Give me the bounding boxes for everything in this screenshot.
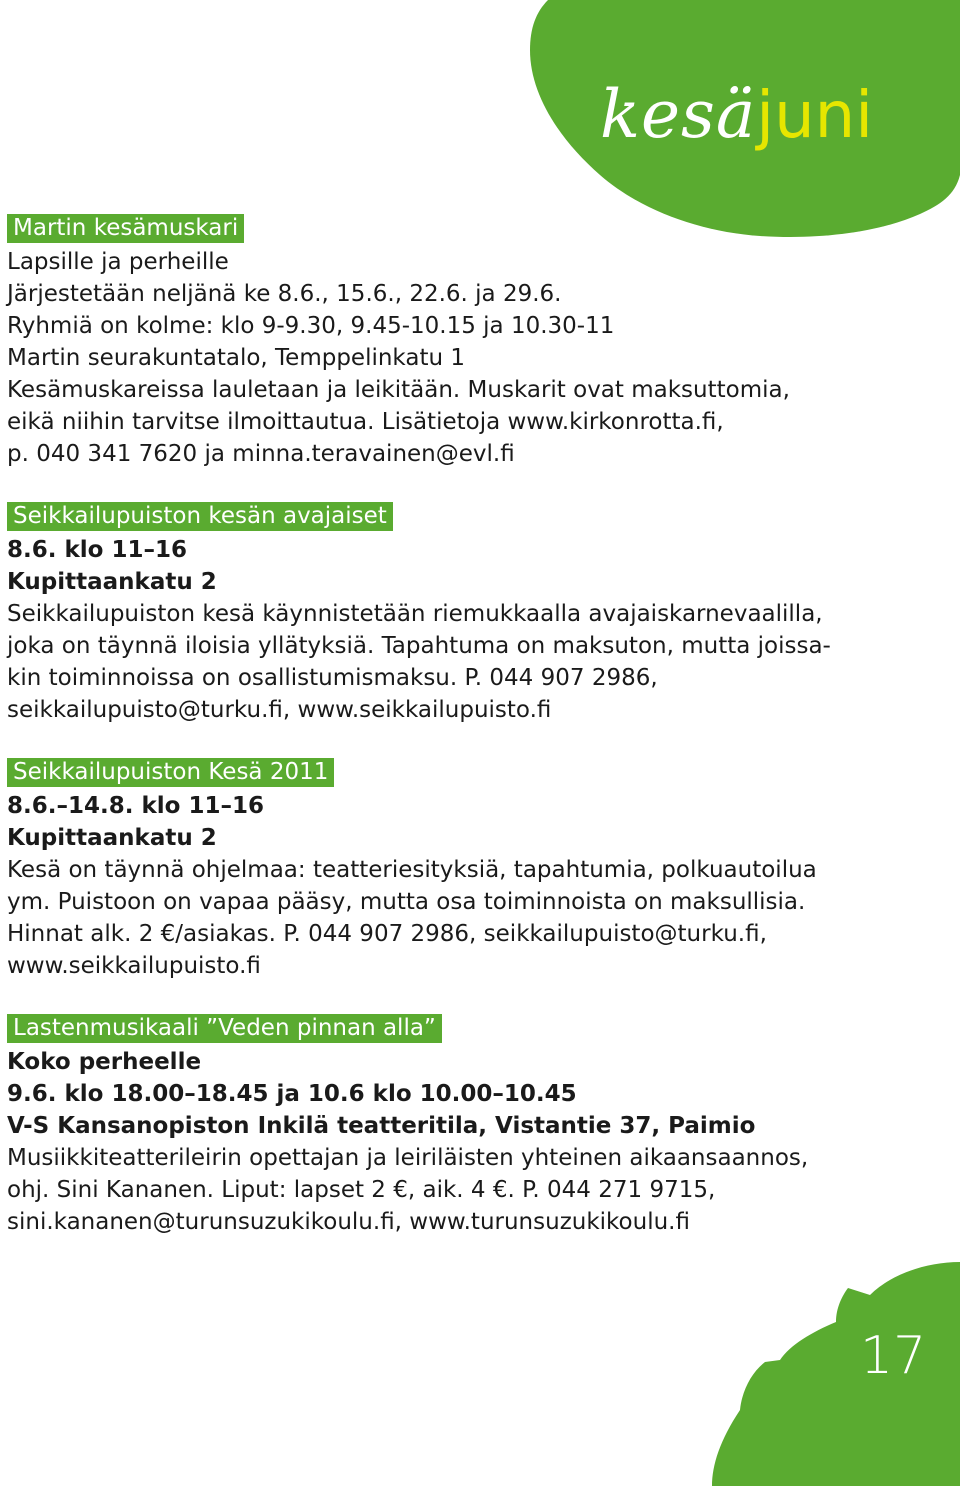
month-title [600,76,873,153]
event-detail: Ryhmiä on kolme: klo 9-9.30, 9.45-10.15 ja 10.30-11 [7,313,615,339]
event-description-line: kin toiminnoissa on osallistumismaksu. P. 044 907 2986, [7,665,658,691]
event-title: Martin kesämuskari [7,214,244,243]
event-description-line: www.seikkailupuisto.fi [7,953,261,979]
event-description-line: seikkailupuisto@turku.fi, www.seikkailupuisto.fi [7,697,552,723]
event-description-line: ym. Puistoon on vapaa pääsy, mutta osa toiminnoista on maksullisia. [7,889,806,915]
event-description-line: eikä niihin tarvitse ilmoittautua. Lisätietoja www.kirkonrotta.fi, [7,409,724,435]
event-description-line: Kesä on täynnä ohjelmaa: teatteriesityksiä, tapahtumia, polkuautoilua [7,857,817,883]
event-title: Seikkailupuiston Kesä 2011 [7,758,334,787]
event-description-line: sini.kananen@turunsuzukikoulu.fi, www.turunsuzukikoulu.fi [7,1209,690,1235]
event-date: 8.6. klo 11–16 [7,537,187,563]
event-martin-kesamuskari [7,214,857,470]
event-description-line: joka on täynnä iloisia yllätyksiä. Tapahtuma on maksuton, mutta joissa- [7,633,831,659]
event-description-line: ohj. Sini Kananen. Liput: lapset 2 €, aik. 4 €. P. 044 271 9715, [7,1177,716,1203]
event-detail: Martin seurakuntatalo, Temppelinkatu 1 [7,345,465,371]
event-seikkailupuisto-kesa-2011 [7,758,857,982]
event-seikkailupuisto-avajaiset [7,502,857,726]
event-audience: Koko perheelle [7,1049,202,1075]
event-description-line: Musiikkiteatterileirin opettajan ja leiriläisten yhteinen aikaansaannos, [7,1145,809,1171]
event-date: 8.6.–14.8. klo 11–16 [7,793,264,819]
month-title-part1: kesä [600,76,757,153]
event-description-line: Seikkailupuiston kesä käynnistetään riemukkaalla avajaiskarnevaalilla, [7,601,823,627]
event-location: V-S Kansanopiston Inkilä teatteritila, Vistantie 37, Paimio [7,1113,756,1139]
event-location: Kupittaankatu 2 [7,569,217,595]
event-description-line: Kesämuskareissa lauletaan ja leikitään. Muskarit ovat maksuttomia, [7,377,790,403]
page-number: 17 [860,1326,927,1386]
event-location: Kupittaankatu 2 [7,825,217,851]
event-audience: Lapsille ja perheille [7,249,229,275]
event-title: Seikkailupuiston kesän avajaiset [7,502,393,531]
event-detail: Järjestetään neljänä ke 8.6., 15.6., 22.6. ja 29.6. [7,281,562,307]
event-list [7,214,857,1270]
event-lastenmusikaali [7,1014,857,1238]
month-title-part2: juni [756,79,873,153]
event-description-line: Hinnat alk. 2 €/asiakas. P. 044 907 2986, seikkailupuisto@turku.fi, [7,921,767,947]
event-title: Lastenmusikaali ”Veden pinnan alla” [7,1014,442,1043]
event-description-line: p. 040 341 7620 ja minna.teravainen@evl.fi [7,441,515,467]
event-date: 9.6. klo 18.00–18.45 ja 10.6 klo 10.00–10.45 [7,1081,577,1107]
